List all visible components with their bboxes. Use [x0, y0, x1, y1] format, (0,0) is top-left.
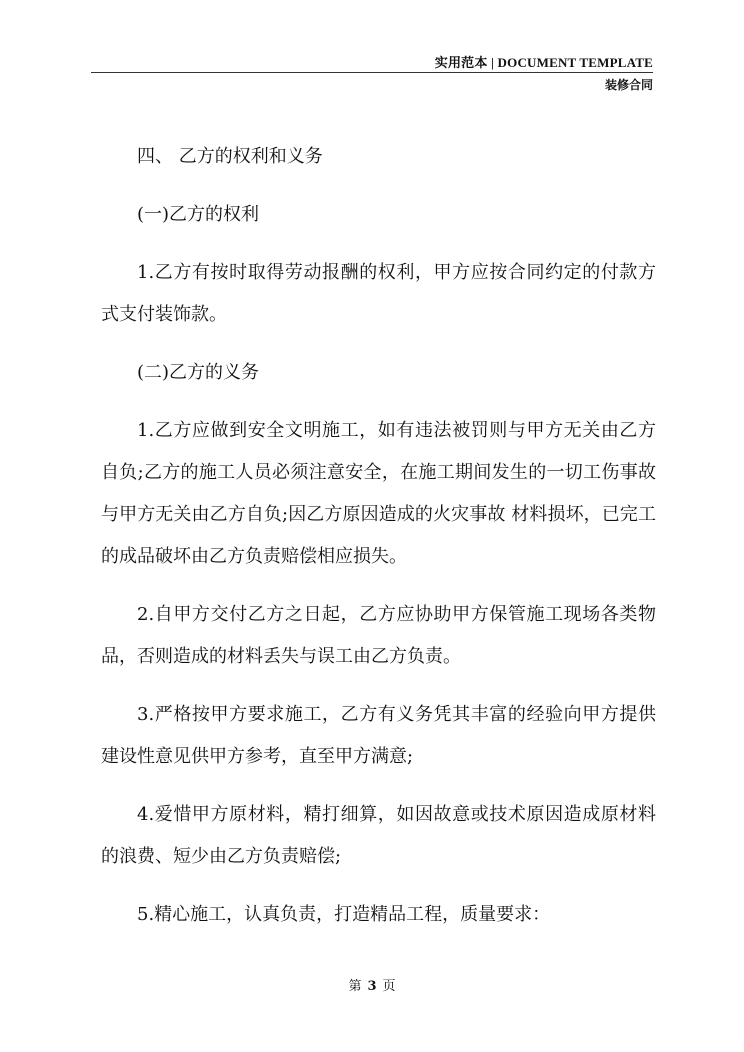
- header-title: 实用范本 | DOCUMENT TEMPLATE: [434, 55, 653, 70]
- page-number: 3: [367, 979, 377, 994]
- paragraph-rights-1: 1.乙方有按时取得劳动报酬的权利，甲方应按合同约定的付款方式支付装饰款。: [101, 262, 656, 325]
- paragraph-obligation-5: 5.精心施工，认真负责，打造精品工程，质量要求：: [137, 904, 551, 925]
- paragraph-obligation-2: 2.自甲方交付乙方之日起，乙方应协助甲方保管施工现场各类物品，否则造成的材料丢失与误工由乙方负责。: [101, 604, 656, 667]
- subsection-heading-obligations: (二)乙方的义务: [137, 362, 260, 383]
- page-number-suffix: 页: [382, 979, 396, 994]
- paragraph-obligation-3: 3.严格按甲方要求施工，乙方有义务凭其丰富的经验向甲方提供建设性意见供甲方参考，直至甲方满意;: [101, 704, 656, 767]
- header-subtitle: 装修合同: [604, 78, 653, 92]
- paragraph-obligation-4: 4.爱惜甲方原材料，精打细算，如因故意或技术原因造成原材料的浪费、短少由乙方负责赔偿;: [101, 804, 656, 867]
- section-heading: 四、 乙方的权利和义务: [137, 146, 323, 167]
- page-footer: [0, 975, 744, 994]
- document-body: [101, 136, 656, 952]
- header-divider: [91, 72, 653, 73]
- paragraph-obligation-1: 1.乙方应做到安全文明施工，如有违法被罚则与甲方无关由乙方自负;乙方的施工人员必须注意安全，在施工期间发生的一切工伤事故与甲方无关由乙方自负;因乙方原因造成的火灾事故 材料损坏，已完工的成品破坏由乙方负责赔偿相应损失。: [101, 420, 656, 567]
- page-number-prefix: 第: [348, 979, 362, 994]
- subsection-heading-rights: (一)乙方的权利: [137, 204, 260, 225]
